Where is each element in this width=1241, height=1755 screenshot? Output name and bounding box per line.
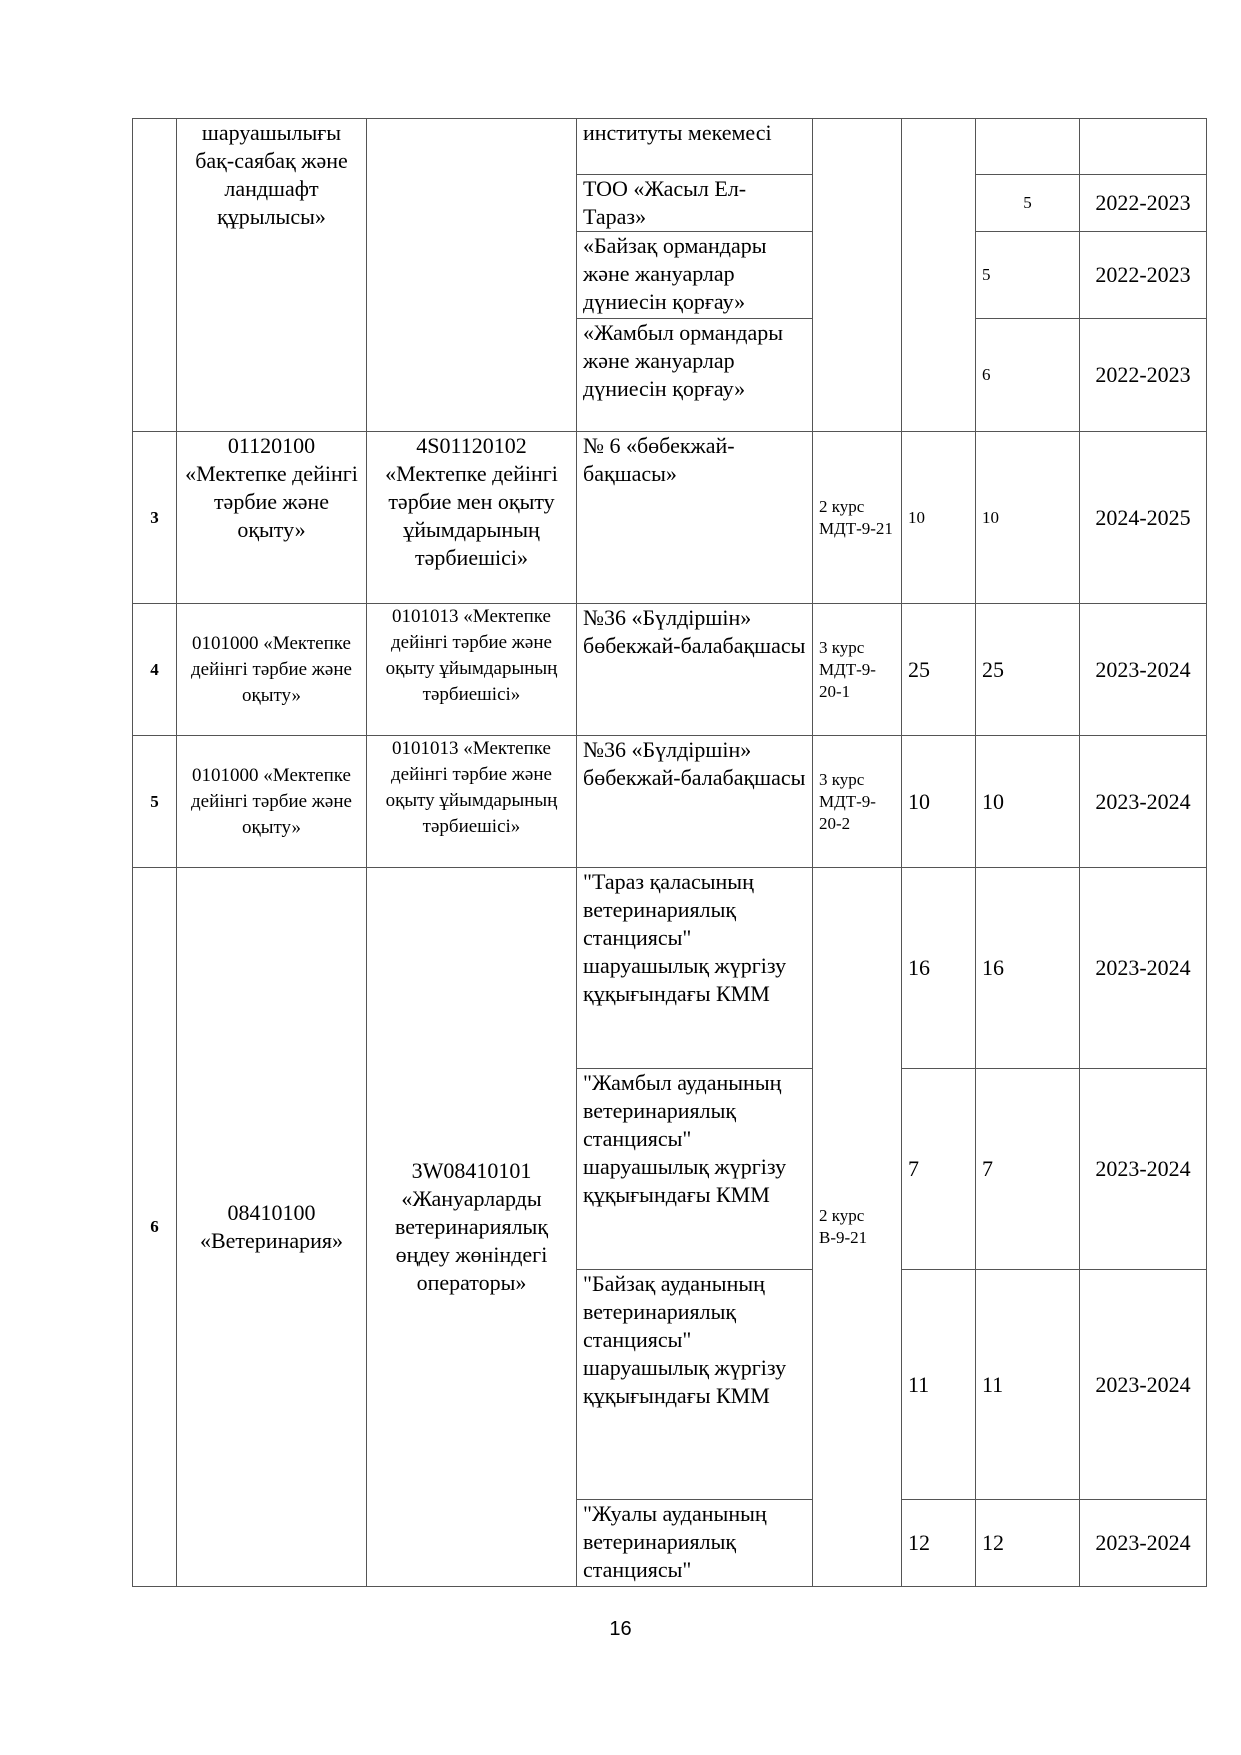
table-row bbox=[133, 868, 1207, 1069]
year-cell: 2022-2023 bbox=[1080, 175, 1207, 232]
count-cell: 16 bbox=[976, 868, 1080, 1069]
year-cell: 2023-2024 bbox=[1080, 1069, 1207, 1270]
year-cell: 2023-2024 bbox=[1080, 1500, 1207, 1587]
count-cell bbox=[976, 119, 1080, 175]
count-cell: 10 bbox=[902, 432, 976, 604]
organization-cell: № 6 «бөбекжай-бақшасы» bbox=[577, 432, 813, 604]
row-number-cell: 4 bbox=[133, 604, 177, 736]
row-number-cell: 5 bbox=[133, 736, 177, 868]
qualification-cell bbox=[367, 119, 577, 432]
qualification-cell: 3W08410101 «Жануарларды ветеринариялық өңдеу жөніндегі операторы» bbox=[367, 868, 577, 1587]
table-row bbox=[133, 119, 1207, 175]
year-cell: 2022-2023 bbox=[1080, 319, 1207, 432]
organization-cell: ТОО «Жасыл Ел-Тараз» bbox=[577, 175, 813, 232]
organization-cell: "Жуалы ауданының ветеринариялық станциясы" bbox=[577, 1500, 813, 1587]
year-cell: 2023-2024 bbox=[1080, 736, 1207, 868]
organization-cell: "Жамбыл ауданының ветеринариялық станциясы" шаруашылық жүргізу құқығындағы КММ bbox=[577, 1069, 813, 1270]
count-cell: 10 bbox=[976, 432, 1080, 604]
group-cell bbox=[813, 119, 902, 432]
organization-cell: "Байзақ ауданының ветеринариялық станциясы" шаруашылық жүргізу құқығындағы КММ bbox=[577, 1270, 813, 1500]
organization-cell: "Тараз қаласының ветеринариялық станциясы" шаруашылық жүргізу құқығындағы КММ bbox=[577, 868, 813, 1069]
count-cell: 11 bbox=[976, 1270, 1080, 1500]
count-cell: 6 bbox=[976, 319, 1080, 432]
qualification-cell: 4S01120102 «Мектепке дейінгі тәрбие мен оқыту ұйымдарының тәрбиешісі» bbox=[367, 432, 577, 604]
table-row bbox=[133, 604, 1207, 736]
row-number-cell: 6 bbox=[133, 868, 177, 1587]
organization-cell: №36 «Бүлдіршін» бөбекжай-балабақшасы bbox=[577, 604, 813, 736]
year-cell: 2023-2024 bbox=[1080, 604, 1207, 736]
group-cell: 3 курс МДТ-9-20-1 bbox=[813, 604, 902, 736]
specialty-cell: 0101000 «Мектепке дейінгі тәрбие және оқыту» bbox=[177, 604, 367, 736]
year-cell bbox=[1080, 119, 1207, 175]
specialty-cell: 08410100 «Ветеринария» bbox=[177, 868, 367, 1587]
organization-cell: №36 «Бүлдіршін» бөбекжай-балабақшасы bbox=[577, 736, 813, 868]
count-cell: 16 bbox=[902, 868, 976, 1069]
specialty-cell: шаруашылығы бақ-саябақ және ландшафт құрылысы» bbox=[177, 119, 367, 432]
year-cell: 2023-2024 bbox=[1080, 1270, 1207, 1500]
count-cell: 10 bbox=[976, 736, 1080, 868]
table-row bbox=[133, 736, 1207, 868]
count-cell: 7 bbox=[976, 1069, 1080, 1270]
count-cell: 25 bbox=[902, 604, 976, 736]
count-cell: 5 bbox=[976, 175, 1080, 232]
count-cell: 7 bbox=[902, 1069, 976, 1270]
group-cell: 3 курс МДТ-9-20-2 bbox=[813, 736, 902, 868]
year-cell: 2022-2023 bbox=[1080, 232, 1207, 319]
year-cell: 2023-2024 bbox=[1080, 868, 1207, 1069]
qualification-cell: 0101013 «Мектепке дейінгі тәрбие және оқыту ұйымдарының тәрбиешісі» bbox=[367, 736, 577, 868]
page-number: 16 bbox=[609, 1618, 632, 1640]
row-number-cell bbox=[133, 119, 177, 432]
group-cell: 2 курс В-9-21 bbox=[813, 868, 902, 1587]
qualification-cell: 0101013 «Мектепке дейінгі тәрбие және оқыту ұйымдарының тәрбиешісі» bbox=[367, 604, 577, 736]
organization-cell: «Байзақ ормандары және жануарлар дүниесін қорғау» bbox=[577, 232, 813, 319]
specialty-cell: 01120100 «Мектепке дейінгі тәрбие және оқыту» bbox=[177, 432, 367, 604]
table-row bbox=[133, 432, 1207, 604]
count-cell: 10 bbox=[902, 736, 976, 868]
count-cell bbox=[902, 119, 976, 432]
count-cell: 5 bbox=[976, 232, 1080, 319]
group-cell: 2 курс МДТ-9-21 bbox=[813, 432, 902, 604]
count-cell: 12 bbox=[902, 1500, 976, 1587]
organization-cell: институты мекемесі bbox=[577, 119, 813, 175]
practice-bases-table bbox=[132, 118, 1207, 1587]
specialty-cell: 0101000 «Мектепке дейінгі тәрбие және оқыту» bbox=[177, 736, 367, 868]
organization-cell: «Жамбыл ормандары және жануарлар дүниесін қорғау» bbox=[577, 319, 813, 432]
count-cell: 11 bbox=[902, 1270, 976, 1500]
year-cell: 2024-2025 bbox=[1080, 432, 1207, 604]
count-cell: 25 bbox=[976, 604, 1080, 736]
row-number-cell: 3 bbox=[133, 432, 177, 604]
count-cell: 12 bbox=[976, 1500, 1080, 1587]
